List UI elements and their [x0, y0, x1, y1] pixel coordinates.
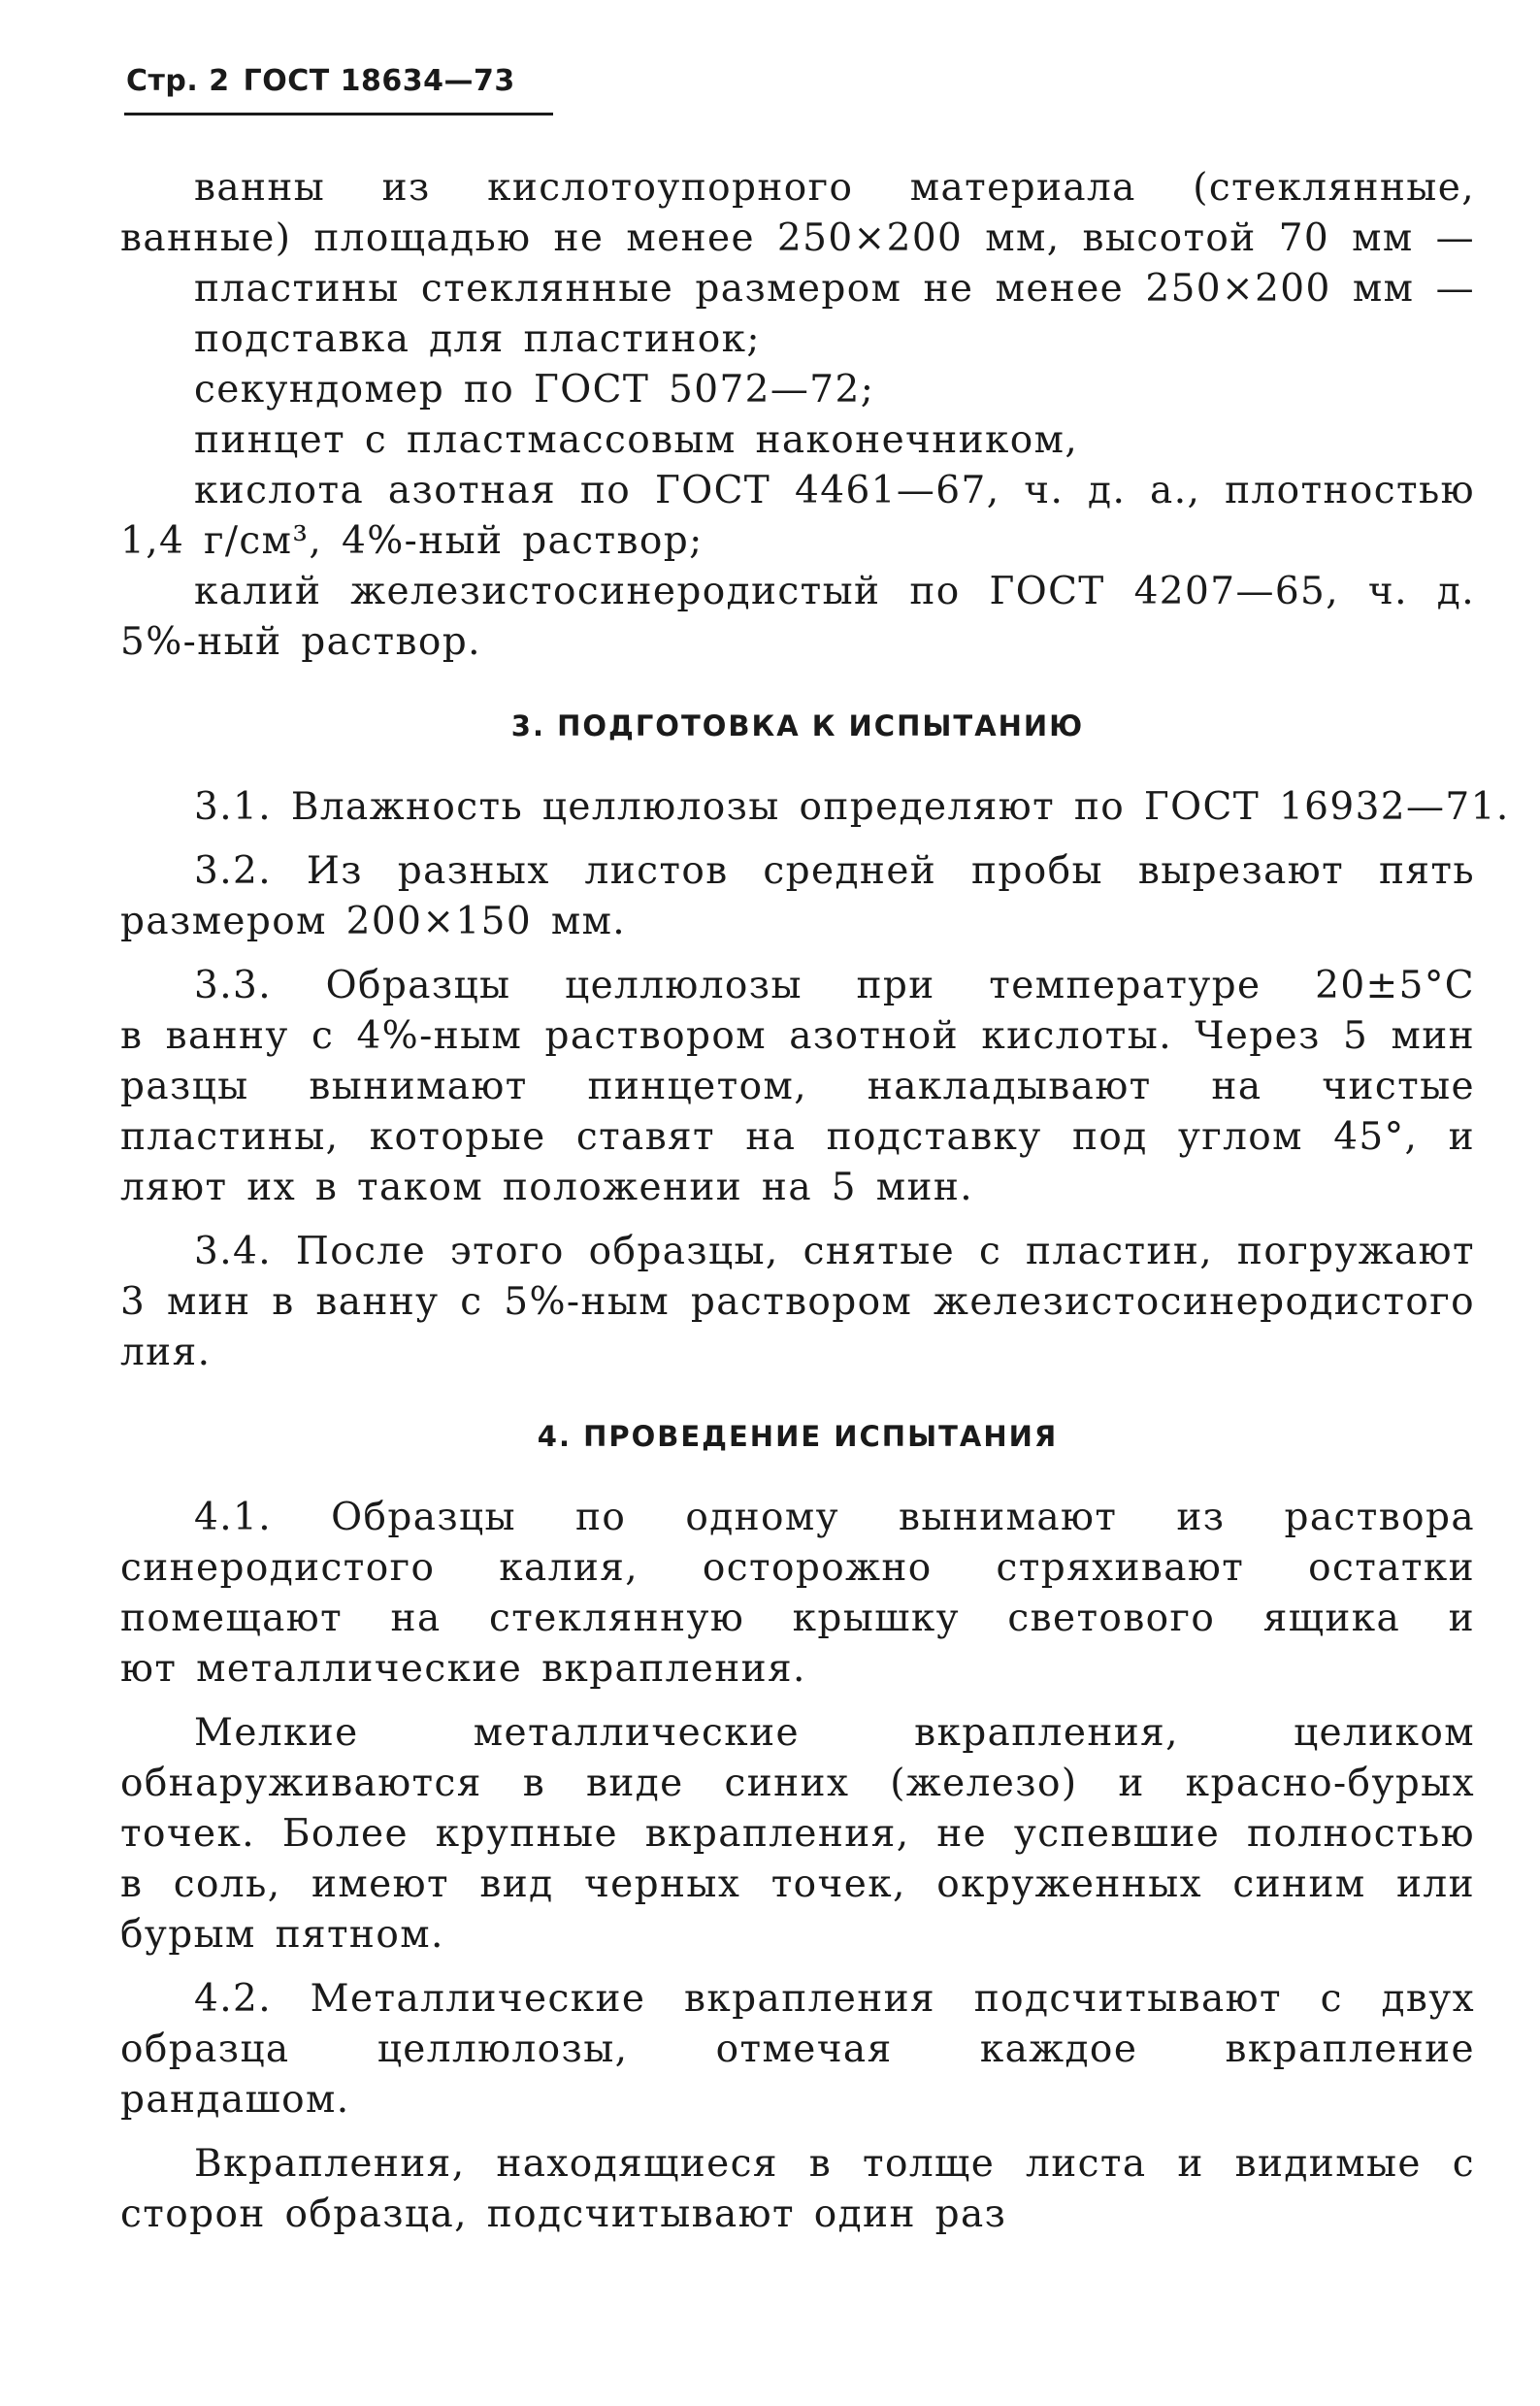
section-3 [120, 701, 1510, 1378]
equipment-line: ванны из кислотоупорного материала (стеклянные, [194, 166, 1475, 210]
paragraph-gap [120, 1961, 1475, 1974]
paragraph [120, 1227, 1475, 1378]
equipment-list [120, 163, 1475, 668]
section-title: 4. ПРОВЕДЕНИЕ ИСПЫТАНИЯ [537, 1420, 1059, 1453]
paragraph [120, 1708, 1475, 1961]
paragraph-line: лия. [120, 1331, 212, 1374]
equipment-line: 5%-ный раствор. [120, 620, 481, 664]
section-title: 3. ПОДГОТОВКА К ИСПЫТАНИЮ [510, 709, 1085, 742]
paragraph-line: размером 200×150 мм. [120, 900, 627, 943]
paragraph-line: ляют их в таком положении на 5 мин. [120, 1166, 974, 1209]
equipment-line: секундомер по ГОСТ 5072—72; [194, 368, 875, 412]
paragraph-line: бурым пятном. [120, 1913, 444, 1957]
equipment-line: пластины стеклянные размером не менее 250×200 мм — [194, 267, 1475, 311]
paragraph-line: Вкрапления, находящиеся в толще листа и видимые с [194, 2142, 1475, 2186]
equipment-line: кислота азотная по ГОСТ 4461—67, ч. д. а., плотностью [194, 469, 1475, 512]
paragraph-line: 3.3. Образцы целлюлозы при температуре 20±5°С [194, 964, 1475, 1007]
paragraph-line: Мелкие металлические вкрапления, целиком [194, 1711, 1475, 1755]
paragraph-line: сторон образца, подсчитывают один раз [120, 2192, 1007, 2236]
header-rule [124, 113, 553, 115]
equipment-line: подставка для пластинок; [194, 317, 761, 361]
equipment-line: 1,4 г/см³, 4%-ный раствор; [120, 519, 704, 563]
paragraph [120, 782, 1510, 833]
paragraph-line: 4.1. Образцы по одному вынимают из раствора [194, 1496, 1475, 1539]
paragraph-line: 4.2. Металлические вкрапления подсчитывают с двух [194, 1977, 1475, 2021]
paragraph-line: синеродистого калия, осторожно стряхивают остатки [120, 1546, 1475, 1590]
paragraph [120, 1493, 1475, 1695]
paragraph-line: в соль, имеют вид черных точек, окруженных синим или [120, 1862, 1475, 1906]
equipment-line: пинцет с пластмассовым наконечником, [194, 418, 1079, 462]
paragraph-gap [120, 947, 1475, 961]
paragraph-gap [120, 1695, 1475, 1708]
paragraph-line: 3.2. Из разных листов средней пробы вырезают пять [194, 849, 1475, 893]
equipment-line: калий железистосинеродистый по ГОСТ 4207—65, ч. д. [194, 570, 1475, 613]
paragraph-line: рандашом. [120, 2078, 350, 2122]
paragraph-line: разцы вынимают пинцетом, накладывают на чистые [120, 1065, 1475, 1108]
paragraph-line: образца целлюлозы, отмечая каждое вкрапление [120, 2027, 1475, 2071]
paragraph-line: 3.4. После этого образцы, снятые с пластин, погружают [194, 1230, 1475, 1273]
section-4 [120, 1411, 1475, 2240]
page-number: Стр. 2 [126, 64, 230, 98]
paragraph-line: пластины, которые ставят на подставку под углом 45°, и [120, 1115, 1475, 1159]
document-code: ГОСТ 18634—73 [243, 64, 515, 98]
paragraph-line: 3 мин в ванну с 5%-ным раствором железистосинеродистого [120, 1280, 1475, 1324]
paragraph-gap [120, 2126, 1475, 2139]
paragraph-line: помещают на стеклянную крышку светового ящика и [120, 1597, 1475, 1640]
paragraph-gap [120, 1213, 1475, 1227]
paragraph-line: ют металлические вкрапления. [120, 1647, 806, 1691]
running-header [126, 64, 515, 98]
document-body [120, 163, 1510, 2240]
equipment-line: ванные) площадью не менее 250×200 мм, высотой 70 мм — [120, 216, 1475, 260]
paragraph [120, 846, 1475, 947]
paragraph-line: точек. Более крупные вкрапления, не успевшие полностью [120, 1812, 1475, 1856]
paragraph-line: 3.1. Влажность целлюлозы определяют по ГОСТ 16932—71. [194, 785, 1510, 829]
paragraph [120, 2139, 1475, 2240]
paragraph-gap [120, 833, 1475, 846]
paragraph-line: обнаруживаются в виде синих (железо) и красно-бурых [120, 1762, 1475, 1805]
paragraph [120, 1974, 1475, 2126]
paragraph [120, 961, 1475, 1213]
paragraph-line: в ванну с 4%-ным раствором азотной кислоты. Через 5 мин [120, 1014, 1475, 1058]
